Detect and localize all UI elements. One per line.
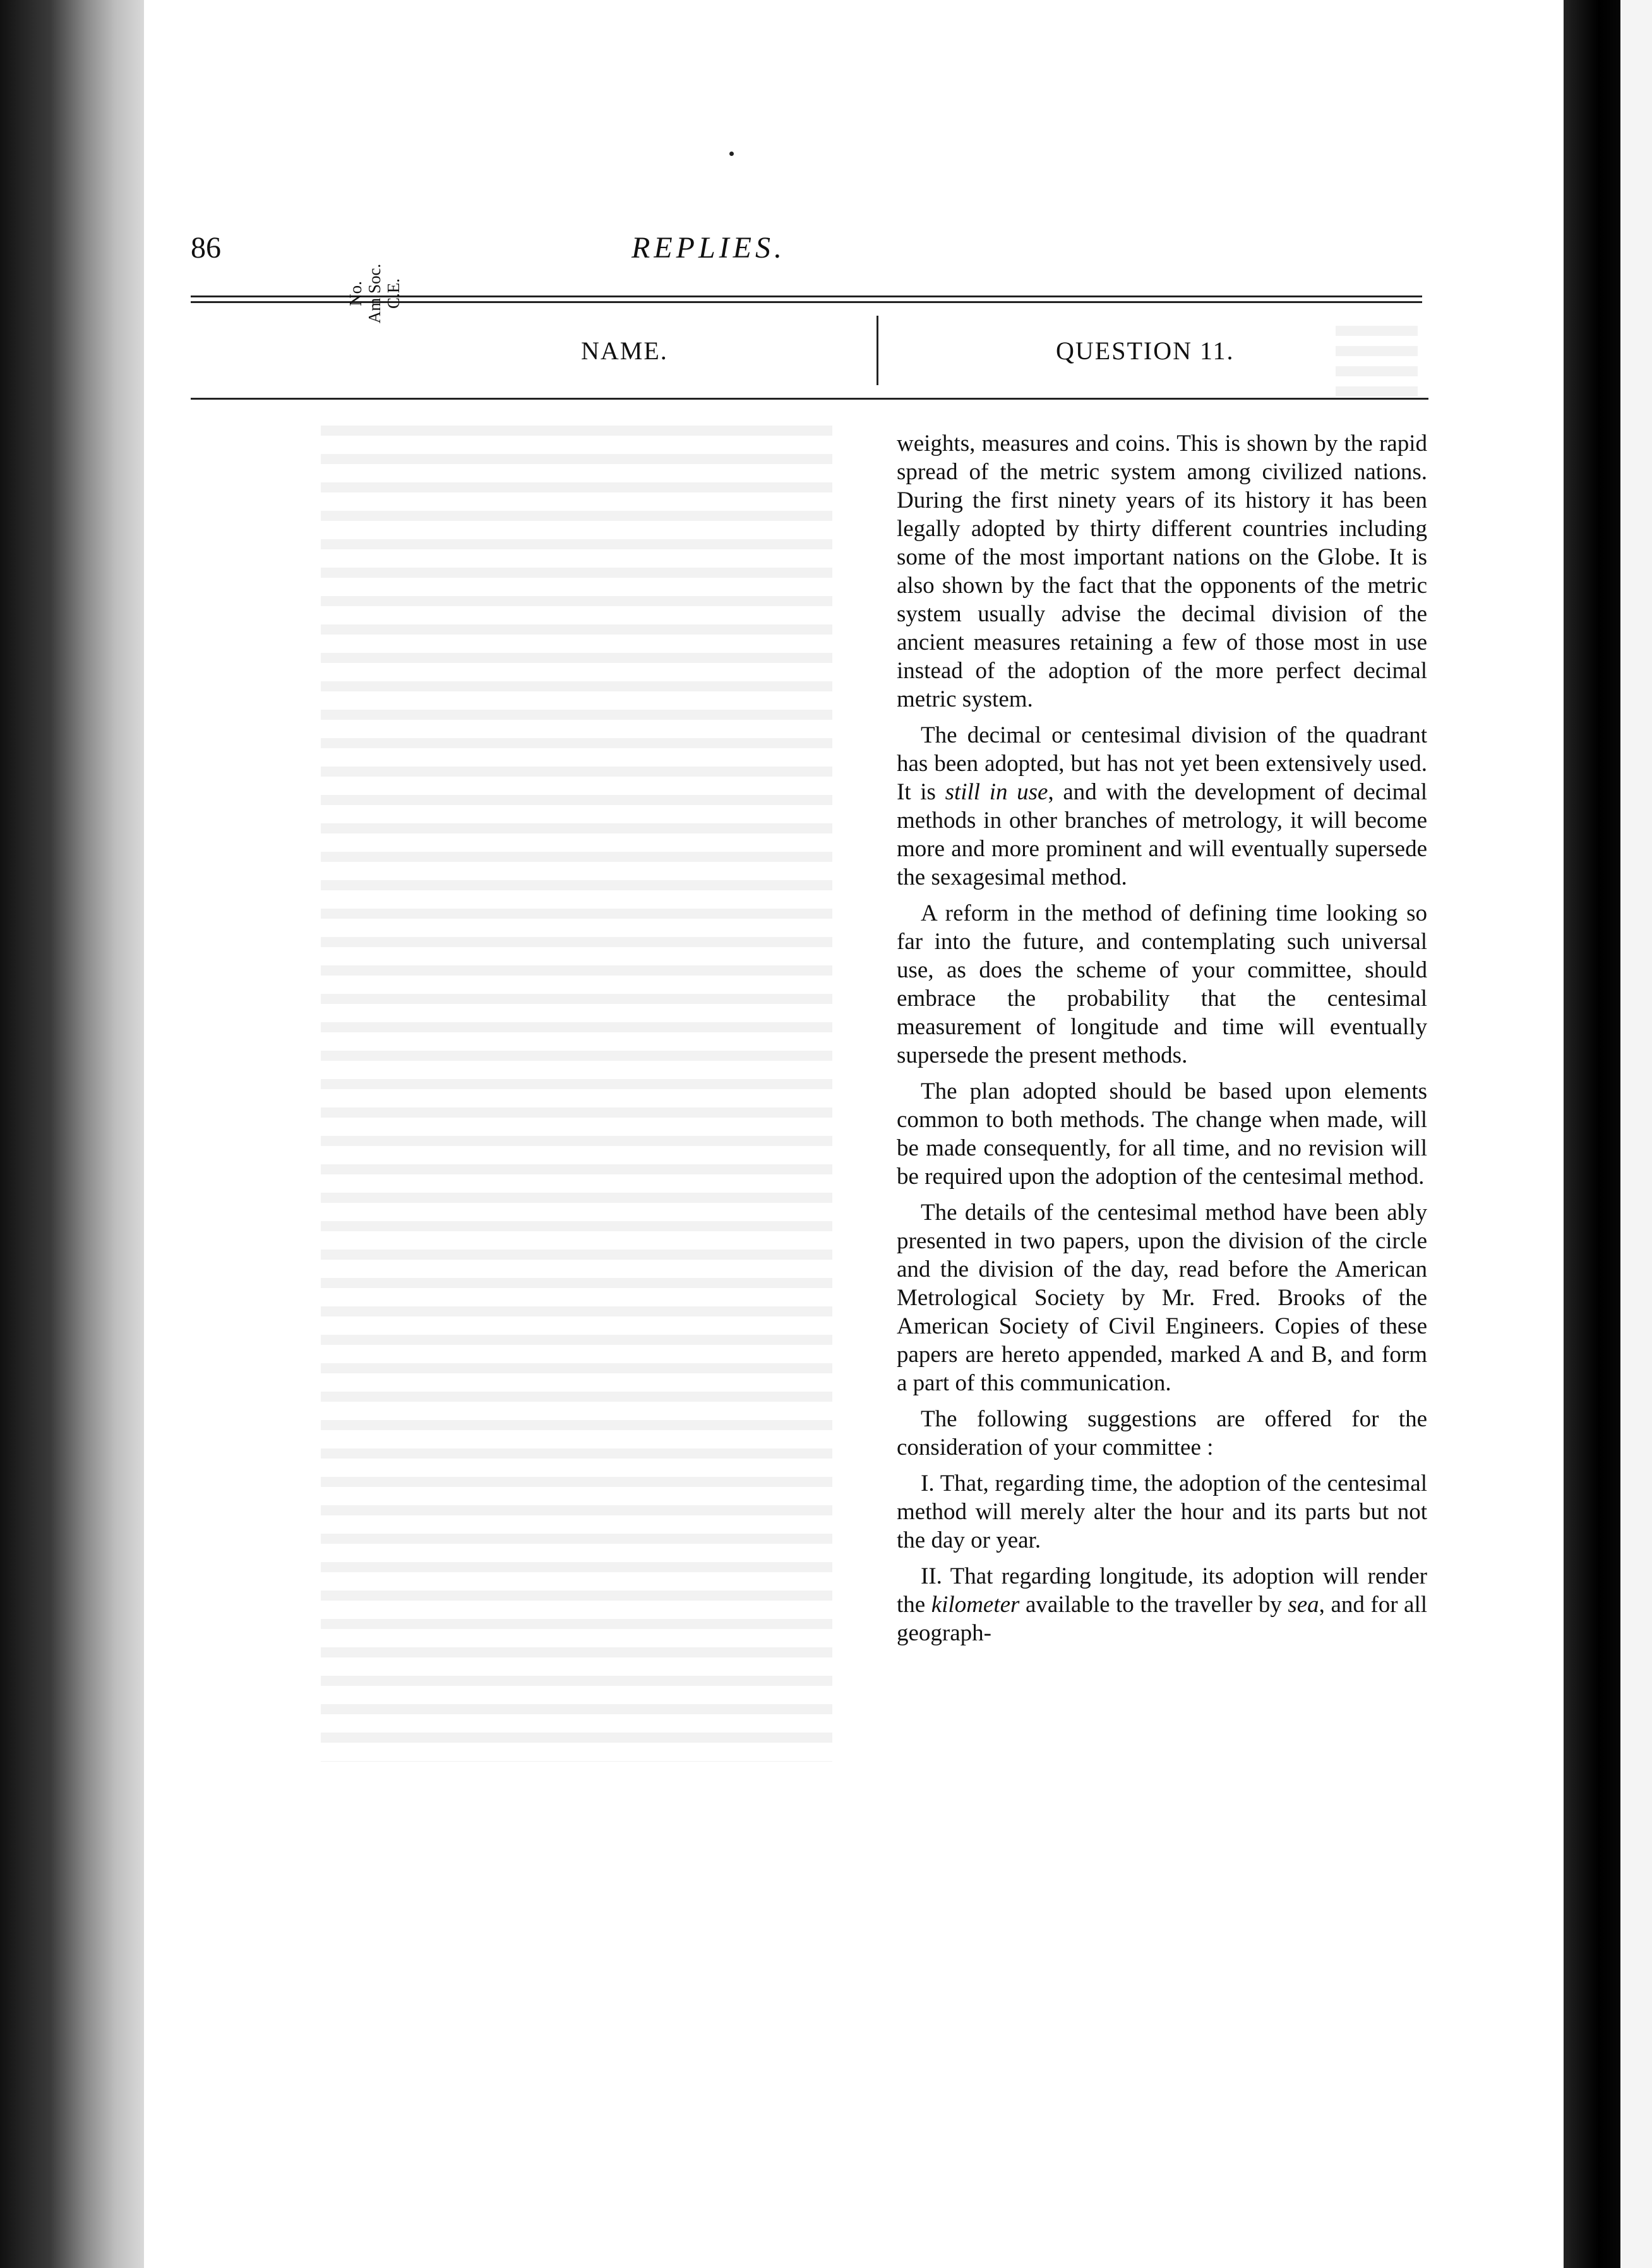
italic-phrase: kilometer — [931, 1592, 1020, 1618]
text-run: available to the traveller by — [1019, 1592, 1288, 1618]
text-run: I. That, regarding time, the adoption of the centesimal method will merely alter the hour and its parts but not the day or year. — [897, 1471, 1427, 1553]
column-header-number-line: C.E. — [384, 278, 403, 309]
text-run: weights, measures and coins. This is shown by the rapid spread of the metric system among civilized nations. During the first ninety years of its history it has been legally adopted by thirty different countries including some of the most important nations on the Globe. It is also shown by the fact that the opponents of the metric system usually advise the decimal division of the ancient measures retaining a few of those most in use instead of the adoption of the more perfect decimal metric system. — [897, 431, 1427, 712]
speck — [729, 152, 734, 156]
column-divider — [877, 316, 878, 385]
paragraph — [897, 1077, 1427, 1191]
italic-phrase: still in use — [945, 779, 1048, 805]
facing-page-edge — [1564, 0, 1652, 2268]
paragraph — [897, 721, 1427, 892]
text-run: The plan adopted should be based upon elements common to both methods. The change when made, will be made consequently, for all time, and no revision will be required upon the adoption of the centesimal method. — [897, 1078, 1427, 1190]
facing-page-strip — [1620, 0, 1652, 2268]
text-run: A reform in the method of defining time looking so far into the future, and contemplating such universal use, as does the scheme of your committee, should embrace the probability that the centesimal measurement of longitude and time will eventually supersede the present methods. — [897, 900, 1427, 1068]
column-header-number-line: Am Soc. — [365, 263, 384, 324]
header-bottom-rule — [191, 398, 1428, 400]
text-run: The details of the centesimal method have been ably presented in two papers, upon the division of the circle and the division of the day, read before the American Metrological Society by Mr. Fred. Brooks of the American Society of Civil Engineers. Copies of these papers are hereto appended, marked A and B, and form a part of this communication. — [897, 1200, 1427, 1396]
paragraph — [897, 1469, 1427, 1555]
column-header-number-line: No. — [346, 281, 365, 306]
bleed-through-text-corner — [1336, 316, 1418, 398]
column-header-question: QUESTION 11. — [1056, 337, 1235, 365]
column-header-name: NAME. — [581, 337, 668, 365]
column-header-number — [346, 262, 409, 325]
paragraph — [897, 1198, 1427, 1397]
text-run: , and with the development of decimal methods in other branches of metrology, it will become more and more prominent and will eventually supersede the sexagesimal method. — [897, 779, 1427, 890]
paragraph — [897, 1562, 1427, 1647]
text-run: II. That regarding longitude, its adoption will render the — [897, 1563, 1427, 1618]
text-run: The decimal or centesimal division of the quadrant has been adopted, but has not yet been extensively used. It is — [897, 722, 1427, 805]
body-text-column — [897, 429, 1427, 1655]
italic-phrase: sea — [1288, 1592, 1319, 1618]
text-run: , and for all geograph- — [897, 1592, 1428, 1646]
page-stack-edge — [0, 0, 144, 2268]
page-number: 86 — [191, 231, 221, 265]
text-run: The following suggestions are offered for the consideration of your committee : — [897, 1406, 1427, 1460]
paragraph — [897, 899, 1427, 1070]
running-head: REPLIES. — [631, 231, 786, 265]
bleed-through-text — [321, 417, 832, 1762]
paragraph — [897, 429, 1427, 713]
paragraph — [897, 1405, 1427, 1462]
